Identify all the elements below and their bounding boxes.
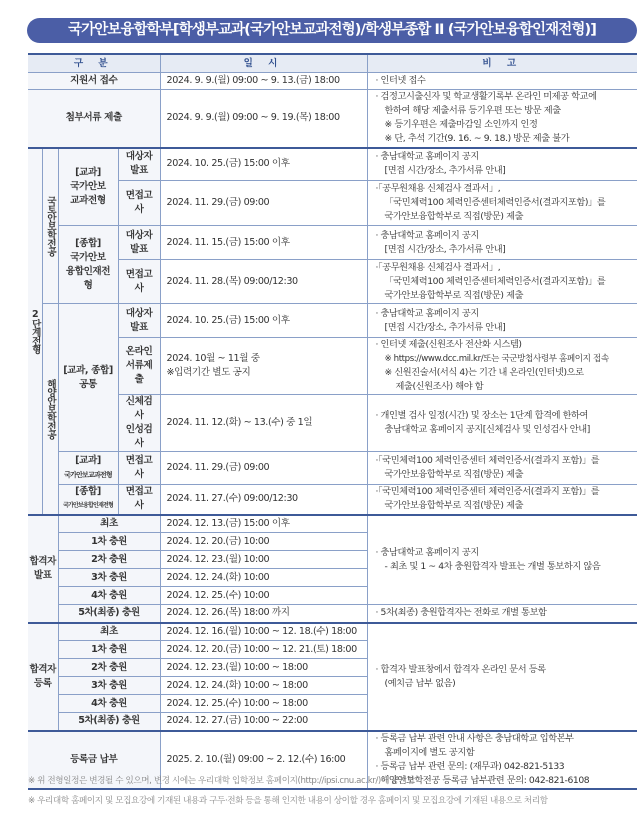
table-row	[28, 260, 637, 304]
row-remarks: · 인터넷 제출(신원조사 전산화 시스템) ※ https://www.dcc.mil.kr/또는 국군방첩사령부 홈페이지 접속 ※ 신원진술서(서식 4)는 기간 내 온라인(인터넷)으로 제출(신원조사) 해야 함	[367, 338, 637, 395]
step-label: 면접고사	[118, 181, 160, 226]
step-label: 5차(최종) 충원	[58, 713, 160, 731]
table-row	[28, 623, 637, 641]
footnote: ※ 우리대학 홈페이지 및 모집요강에 기재된 내용과 구두·전화 등을 통해 인지한 내용이 상이할 경우 홈페이지 및 모집요강에 기재된 내용으로 처리함	[28, 796, 548, 806]
table-row	[28, 181, 637, 226]
row-label: 지원서 접수	[28, 73, 160, 90]
row-remarks: ·「국민체력100 체력인증센터 체력인증서(결과지 포함)」를 국가안보융합학부로 직접(방문) 제출	[367, 485, 637, 515]
step-label: 1차 충원	[58, 533, 160, 551]
track-label: [종합] 국가안보융합인재전형	[58, 485, 118, 515]
row-remarks: · 5차(최종) 충원합격자는 전화로 개별 통보함	[367, 605, 637, 623]
row-date: 2024. 12. 27.(금) 10:00 ~ 22:00	[160, 713, 367, 731]
announce-label: 합격자 발표	[28, 515, 58, 623]
row-date: 2024. 11. 12.(화) ~ 13.(수) 중 1일	[160, 395, 367, 452]
step-label: 2차 충원	[58, 659, 160, 677]
step-label: 3차 충원	[58, 569, 160, 587]
row-date: 2024. 11. 27.(수) 09:00/12:30	[160, 485, 367, 515]
table-row	[28, 304, 637, 338]
row-date: 2024. 12. 23.(월) 10:00	[160, 551, 367, 569]
track-label: [교과] 국가안보교과전형	[58, 452, 118, 485]
row-date: 2024. 12. 16.(월) 10:00 ~ 12. 18.(수) 18:00	[160, 623, 367, 641]
row-date: 2024. 12. 23.(월) 10:00 ~ 18:00	[160, 659, 367, 677]
table-row	[28, 515, 637, 533]
track-label: [교과, 종합] 공통	[58, 304, 118, 452]
table-row	[28, 90, 637, 148]
row-remarks: · 충남대학교 홈페이지 공지 - 최초 및 1 ~ 4차 충원합격자 발표는 개별 통보하지 않음	[367, 515, 637, 605]
track-label: [종합] 국가안보 융합인재전형	[58, 226, 118, 304]
step-label: 최초	[58, 515, 160, 533]
row-remarks: ·「공무원채용 신체검사 결과서」, 「국민체력100 체력인증센터체력인증서(결과지포함)」를 국가안보융합학부로 직접(방문) 제출	[367, 181, 637, 226]
row-label: 등록금 납부	[28, 731, 160, 789]
row-date: 2024. 11. 29.(금) 09:00	[160, 452, 367, 485]
sea-major-label: 해양안보학전공	[42, 304, 58, 515]
row-date: 2024. 12. 20.(금) 10:00 ~ 12. 21.(토) 18:00	[160, 641, 367, 659]
table-row	[28, 73, 637, 90]
row-remarks: · 인터넷 접수	[367, 73, 637, 90]
row-date: 2024. 11. 29.(금) 09:00	[160, 181, 367, 226]
row-date: 2025. 2. 10.(월) 09:00 ~ 2. 12.(수) 16:00	[160, 731, 367, 789]
row-remarks: · 충남대학교 홈페이지 공지 [면접 시간/장소, 추가서류 안내]	[367, 226, 637, 260]
row-remarks: ·「공무원채용 신체검사 결과서」, 「국민체력100 체력인증센터체력인증서(결과지포함)」를 국가안보융합학부로 직접(방문) 제출	[367, 260, 637, 304]
land-major-label: 국토안보학전공	[42, 148, 58, 304]
step-label: 면접고사	[118, 485, 160, 515]
row-remarks: ·「국민체력100 체력인증센터 체력인증서(결과지 포함)」를 국가안보융합학부로 직접(방문) 제출	[367, 452, 637, 485]
row-date: 2024. 9. 9.(월) 09:00 ~ 9. 19.(목) 18:00	[160, 90, 367, 148]
row-remarks: · 충남대학교 홈페이지 공지 [면접 시간/장소, 추가서류 안내]	[367, 148, 637, 181]
row-date: 2024. 12. 26.(목) 18:00 까지	[160, 605, 367, 623]
table-header	[28, 54, 637, 73]
step-label: 대상자 발표	[118, 304, 160, 338]
step-label: 온라인 서류제출	[118, 338, 160, 395]
table-row	[28, 148, 637, 181]
step-label: 4차 충원	[58, 695, 160, 713]
table-row	[28, 605, 637, 623]
table-row	[28, 338, 637, 395]
row-date: 2024. 10월 ~ 11월 중 ※입력기간 별도 공지	[160, 338, 367, 395]
row-date: 2024. 11. 15.(금) 15:00 이후	[160, 226, 367, 260]
step-label: 5차(최종) 충원	[58, 605, 160, 623]
row-date: 2024. 10. 25.(금) 15:00 이후	[160, 148, 367, 181]
header-category: 구 분	[28, 54, 160, 73]
row-date: 2024. 12. 24.(화) 10:00	[160, 569, 367, 587]
schedule-table	[28, 53, 637, 790]
row-date: 2024. 12. 20.(금) 10:00	[160, 533, 367, 551]
row-date: 2024. 9. 9.(월) 09:00 ~ 9. 13.(금) 18:00	[160, 73, 367, 90]
table-row	[28, 452, 637, 485]
row-remarks: · 합격자 발표창에서 합격자 온라인 문서 등록 (예치금 납부 없음)	[367, 623, 637, 731]
step-label: 신체검사 인성검사	[118, 395, 160, 452]
table-row	[28, 485, 637, 515]
table-row	[28, 226, 637, 260]
step-label: 대상자 발표	[118, 226, 160, 260]
row-remarks: · 등록금 납부 관련 안내 사항은 충남대학교 입학본부 홈페이지에 별도 공지함 · 등록금 납부 관련 문의: (재무과) 042-821-5133 · 해양안보학전공 등록금 납부관련 문의: 042-821-6108	[367, 731, 637, 789]
track-label: [교과] 국가안보 교과전형	[58, 148, 118, 226]
step-label: 3차 충원	[58, 677, 160, 695]
footnotes	[28, 771, 548, 811]
step-label: 면접고사	[118, 260, 160, 304]
table-row	[28, 395, 637, 452]
footnote: ※ 위 전형일정은 변경될 수 있으며, 변경 시에는 우리대학 입학정보 홈페이지(http://ipsi.cnu.ac.kr/)에 공지함	[28, 776, 415, 786]
step-label: 면접고사	[118, 452, 160, 485]
row-date: 2024. 11. 28.(목) 09:00/12:30	[160, 260, 367, 304]
page-title: 국가안보융합학부[학생부교과(국가안보교과전형)/학생부종합 II (국가안보융합인재전형)]	[27, 18, 637, 43]
register-label: 합격자 등록	[28, 623, 58, 731]
step-label: 최초	[58, 623, 160, 641]
row-remarks: · 개인별 검사 일정(시간) 및 장소는 1단계 합격에 한하여 충남대학교 홈페이지 공지[신체검사 및 인성검사 안내]	[367, 395, 637, 452]
stage2-label: 2단계전형	[28, 148, 42, 515]
row-label: 첨부서류 제출	[28, 90, 160, 148]
row-remarks: · 충남대학교 홈페이지 공지 [면접 시간/장소, 추가서류 안내]	[367, 304, 637, 338]
row-date: 2024. 10. 25.(금) 15:00 이후	[160, 304, 367, 338]
row-remarks: · 검정고시출신자 및 학교생활기록부 온라인 미제공 학교에 한하여 해당 제출서류 등기우편 또는 방문 제출 ※ 등기우편은 제출마감일 소인까지 인정 ※ 단, 추석 기간(9. 16. ~ 9. 18.) 방문 제출 불가	[367, 90, 637, 148]
step-label: 1차 충원	[58, 641, 160, 659]
row-date: 2024. 12. 24.(화) 10:00 ~ 18:00	[160, 677, 367, 695]
row-date: 2024. 12. 25.(수) 10:00 ~ 18:00	[160, 695, 367, 713]
step-label: 4차 충원	[58, 587, 160, 605]
header-datetime: 일 시	[160, 54, 367, 73]
header-remarks: 비 고	[367, 54, 637, 73]
step-label: 대상자 발표	[118, 148, 160, 181]
row-date: 2024. 12. 25.(수) 10:00	[160, 587, 367, 605]
row-date: 2024. 12. 13.(금) 15:00 이후	[160, 515, 367, 533]
step-label: 2차 충원	[58, 551, 160, 569]
